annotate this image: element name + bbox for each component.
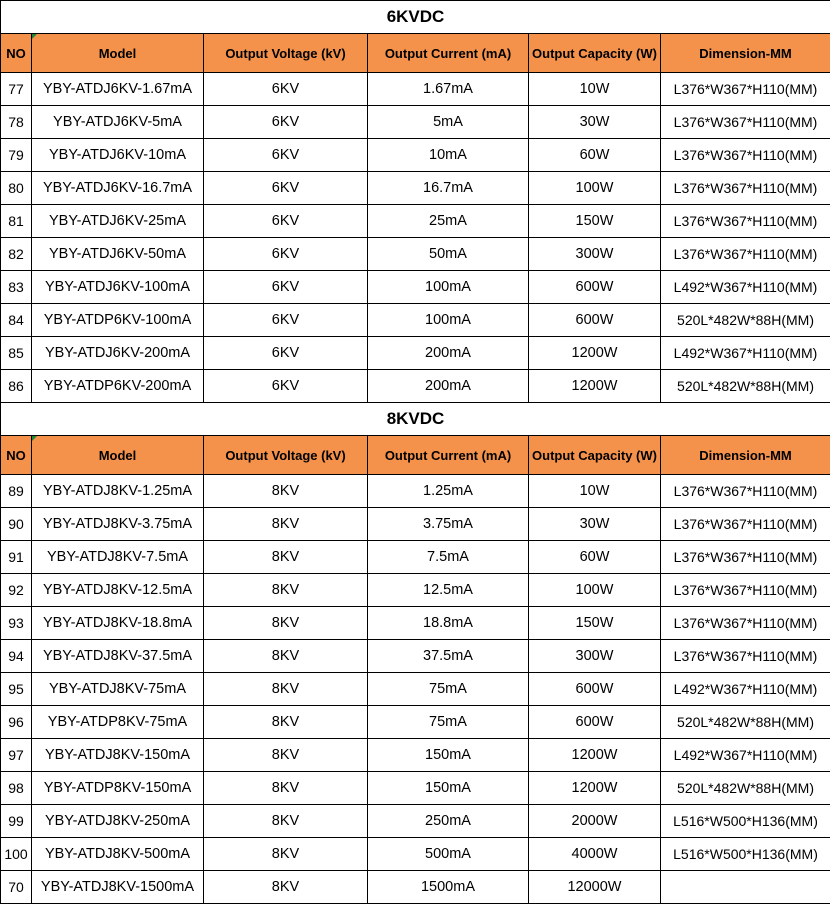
cell-voltage: 8KV	[204, 607, 368, 640]
column-header-capacity: Output Capacity (W)	[529, 34, 661, 73]
cell-no: 96	[1, 706, 32, 739]
cell-voltage: 8KV	[204, 574, 368, 607]
cell-voltage: 6KV	[204, 370, 368, 403]
table-row	[1, 574, 830, 607]
cell-no: 81	[1, 205, 32, 238]
column-header-voltage: Output Voltage (kV)	[204, 34, 368, 73]
table-row	[1, 805, 830, 838]
cell-model: YBY-ATDJ8KV-1500mA	[32, 871, 204, 904]
cell-current: 3.75mA	[368, 508, 529, 541]
cell-voltage: 8KV	[204, 541, 368, 574]
cell-voltage: 6KV	[204, 73, 368, 106]
table-row	[1, 73, 830, 106]
cell-capacity: 60W	[529, 541, 661, 574]
cell-no: 79	[1, 139, 32, 172]
cell-current: 250mA	[368, 805, 529, 838]
cell-current: 100mA	[368, 304, 529, 337]
cell-current: 7.5mA	[368, 541, 529, 574]
cell-dimension: L376*W367*H110(MM)	[661, 73, 830, 106]
cell-current: 18.8mA	[368, 607, 529, 640]
cell-dimension: 520L*482W*88H(MM)	[661, 706, 830, 739]
header-row	[1, 436, 830, 475]
column-header-no: NO	[1, 34, 32, 73]
cell-current: 25mA	[368, 205, 529, 238]
cell-current: 150mA	[368, 772, 529, 805]
cell-voltage: 6KV	[204, 139, 368, 172]
cell-voltage: 6KV	[204, 271, 368, 304]
cell-capacity: 150W	[529, 607, 661, 640]
cell-current: 1500mA	[368, 871, 529, 904]
cell-model: YBY-ATDP8KV-75mA	[32, 706, 204, 739]
cell-voltage: 6KV	[204, 337, 368, 370]
cell-capacity: 600W	[529, 673, 661, 706]
cell-dimension	[661, 871, 830, 904]
cell-capacity: 4000W	[529, 838, 661, 871]
cell-dimension: L516*W500*H136(MM)	[661, 838, 830, 871]
cell-current: 100mA	[368, 271, 529, 304]
cell-capacity: 10W	[529, 475, 661, 508]
column-header-dimension: Dimension-MM	[661, 34, 830, 73]
cell-capacity: 12000W	[529, 871, 661, 904]
cell-model: YBY-ATDJ8KV-37.5mA	[32, 640, 204, 673]
cell-model: YBY-ATDJ8KV-3.75mA	[32, 508, 204, 541]
cell-dimension: L376*W367*H110(MM)	[661, 607, 830, 640]
cell-voltage: 8KV	[204, 673, 368, 706]
cell-dimension: L376*W367*H110(MM)	[661, 172, 830, 205]
cell-capacity: 10W	[529, 73, 661, 106]
cell-current: 16.7mA	[368, 172, 529, 205]
cell-voltage: 6KV	[204, 304, 368, 337]
table-row	[1, 475, 830, 508]
cell-current: 50mA	[368, 238, 529, 271]
cell-model: YBY-ATDP6KV-100mA	[32, 304, 204, 337]
cell-dimension: L376*W367*H110(MM)	[661, 238, 830, 271]
cell-voltage: 8KV	[204, 640, 368, 673]
cell-capacity: 60W	[529, 139, 661, 172]
cell-no: 77	[1, 73, 32, 106]
cell-current: 10mA	[368, 139, 529, 172]
cell-voltage: 6KV	[204, 106, 368, 139]
cell-capacity: 1200W	[529, 370, 661, 403]
cell-no: 84	[1, 304, 32, 337]
cell-dimension: L376*W367*H110(MM)	[661, 640, 830, 673]
cell-capacity: 30W	[529, 106, 661, 139]
cell-current: 500mA	[368, 838, 529, 871]
cell-voltage: 6KV	[204, 238, 368, 271]
cell-model: YBY-ATDJ6KV-5mA	[32, 106, 204, 139]
cell-model: YBY-ATDJ6KV-1.67mA	[32, 73, 204, 106]
cell-model: YBY-ATDP6KV-200mA	[32, 370, 204, 403]
cell-model: YBY-ATDJ8KV-75mA	[32, 673, 204, 706]
cell-dimension: 520L*482W*88H(MM)	[661, 772, 830, 805]
header-row	[1, 34, 830, 73]
cell-current: 75mA	[368, 706, 529, 739]
cell-no: 93	[1, 607, 32, 640]
cell-no: 82	[1, 238, 32, 271]
cell-no: 86	[1, 370, 32, 403]
cell-no: 95	[1, 673, 32, 706]
cell-no: 78	[1, 106, 32, 139]
cell-model: YBY-ATDJ8KV-150mA	[32, 739, 204, 772]
cell-dimension: L376*W367*H110(MM)	[661, 508, 830, 541]
cell-dimension: L492*W367*H110(MM)	[661, 739, 830, 772]
cell-model: YBY-ATDJ8KV-7.5mA	[32, 541, 204, 574]
column-header-dimension: Dimension-MM	[661, 436, 830, 475]
cell-voltage: 8KV	[204, 739, 368, 772]
column-header-model: Model	[32, 34, 204, 73]
cell-no: 89	[1, 475, 32, 508]
table-row	[1, 541, 830, 574]
section-title: 6KVDC	[1, 1, 830, 34]
cell-dimension: L376*W367*H110(MM)	[661, 139, 830, 172]
table-row	[1, 337, 830, 370]
column-header-current: Output Current (mA)	[368, 34, 529, 73]
cell-model: YBY-ATDJ6KV-50mA	[32, 238, 204, 271]
table-row	[1, 739, 830, 772]
cell-dimension: 520L*482W*88H(MM)	[661, 304, 830, 337]
cell-capacity: 30W	[529, 508, 661, 541]
section-title-row	[1, 403, 830, 436]
cell-capacity: 150W	[529, 205, 661, 238]
cell-model: YBY-ATDP8KV-150mA	[32, 772, 204, 805]
table-row	[1, 640, 830, 673]
table-row	[1, 508, 830, 541]
column-header-no: NO	[1, 436, 32, 475]
cell-dimension: L492*W367*H110(MM)	[661, 673, 830, 706]
cell-no: 94	[1, 640, 32, 673]
cell-no: 91	[1, 541, 32, 574]
cell-dimension: L376*W367*H110(MM)	[661, 205, 830, 238]
cell-dimension: L492*W367*H110(MM)	[661, 271, 830, 304]
column-header-model: Model	[32, 436, 204, 475]
cell-model: YBY-ATDJ6KV-16.7mA	[32, 172, 204, 205]
cell-capacity: 2000W	[529, 805, 661, 838]
cell-current: 150mA	[368, 739, 529, 772]
cell-dimension: L376*W367*H110(MM)	[661, 541, 830, 574]
cell-model: YBY-ATDJ8KV-18.8mA	[32, 607, 204, 640]
table-row	[1, 172, 830, 205]
spec-table-body	[1, 1, 830, 904]
cell-no: 92	[1, 574, 32, 607]
cell-dimension: L492*W367*H110(MM)	[661, 337, 830, 370]
cell-current: 1.67mA	[368, 73, 529, 106]
cell-model: YBY-ATDJ8KV-1.25mA	[32, 475, 204, 508]
table-row	[1, 871, 830, 904]
cell-no: 83	[1, 271, 32, 304]
table-row	[1, 271, 830, 304]
cell-no: 99	[1, 805, 32, 838]
cell-model: YBY-ATDJ8KV-250mA	[32, 805, 204, 838]
cell-no: 97	[1, 739, 32, 772]
column-header-voltage: Output Voltage (kV)	[204, 436, 368, 475]
cell-dimension: L376*W367*H110(MM)	[661, 106, 830, 139]
cell-capacity: 100W	[529, 574, 661, 607]
cell-no: 80	[1, 172, 32, 205]
cell-model: YBY-ATDJ8KV-500mA	[32, 838, 204, 871]
cell-current: 12.5mA	[368, 574, 529, 607]
cell-voltage: 8KV	[204, 706, 368, 739]
cell-dimension: L376*W367*H110(MM)	[661, 475, 830, 508]
cell-no: 100	[1, 838, 32, 871]
cell-capacity: 300W	[529, 640, 661, 673]
cell-voltage: 8KV	[204, 838, 368, 871]
cell-no: 90	[1, 508, 32, 541]
cell-capacity: 600W	[529, 271, 661, 304]
cell-capacity: 600W	[529, 706, 661, 739]
cell-current: 75mA	[368, 673, 529, 706]
cell-current: 1.25mA	[368, 475, 529, 508]
cell-dimension: 520L*482W*88H(MM)	[661, 370, 830, 403]
cell-voltage: 8KV	[204, 871, 368, 904]
cell-model: YBY-ATDJ8KV-12.5mA	[32, 574, 204, 607]
table-row	[1, 238, 830, 271]
column-header-capacity: Output Capacity (W)	[529, 436, 661, 475]
table-row	[1, 772, 830, 805]
cell-voltage: 6KV	[204, 172, 368, 205]
table-row	[1, 607, 830, 640]
cell-capacity: 1200W	[529, 337, 661, 370]
cell-current: 200mA	[368, 370, 529, 403]
cell-capacity: 100W	[529, 172, 661, 205]
cell-capacity: 1200W	[529, 739, 661, 772]
cell-current: 5mA	[368, 106, 529, 139]
cell-voltage: 8KV	[204, 772, 368, 805]
cell-voltage: 8KV	[204, 475, 368, 508]
table-row	[1, 673, 830, 706]
table-row	[1, 304, 830, 337]
cell-model: YBY-ATDJ6KV-25mA	[32, 205, 204, 238]
cell-voltage: 8KV	[204, 508, 368, 541]
cell-current: 37.5mA	[368, 640, 529, 673]
cell-model: YBY-ATDJ6KV-100mA	[32, 271, 204, 304]
cell-voltage: 8KV	[204, 805, 368, 838]
table-row	[1, 838, 830, 871]
table-row	[1, 106, 830, 139]
cell-model: YBY-ATDJ6KV-10mA	[32, 139, 204, 172]
cell-model: YBY-ATDJ6KV-200mA	[32, 337, 204, 370]
cell-no: 70	[1, 871, 32, 904]
cell-capacity: 1200W	[529, 772, 661, 805]
cell-capacity: 300W	[529, 238, 661, 271]
table-row	[1, 370, 830, 403]
cell-capacity: 600W	[529, 304, 661, 337]
cell-no: 98	[1, 772, 32, 805]
cell-dimension: L516*W500*H136(MM)	[661, 805, 830, 838]
cell-current: 200mA	[368, 337, 529, 370]
column-header-current: Output Current (mA)	[368, 436, 529, 475]
table-row	[1, 205, 830, 238]
cell-dimension: L376*W367*H110(MM)	[661, 574, 830, 607]
section-title: 8KVDC	[1, 403, 830, 436]
cell-no: 85	[1, 337, 32, 370]
section-title-row	[1, 1, 830, 34]
table-row	[1, 706, 830, 739]
table-row	[1, 139, 830, 172]
cell-voltage: 6KV	[204, 205, 368, 238]
